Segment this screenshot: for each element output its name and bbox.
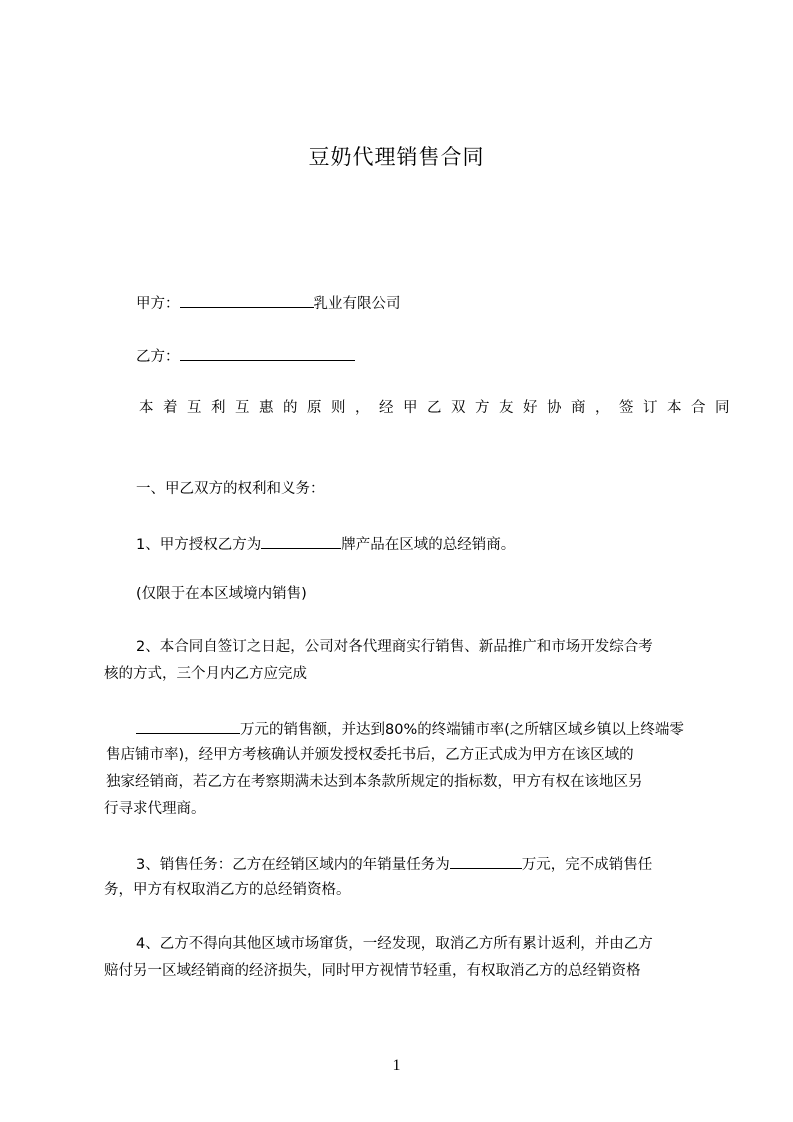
clause-2-cont-line-3: 独家经销商，若乙方在考察期满未达到本条款所规定的指标数，甲方有权在该地区另 <box>106 774 643 790</box>
clause-3-line-2: 务，甲方有权取消乙方的总经销资格。 <box>104 882 351 898</box>
clause-2-cont-line-1-text: 万元的销售额，并达到80%的终端铺市率(之所辖区域乡镇以上终端零 <box>240 722 684 738</box>
sales-amount-blank <box>136 718 240 734</box>
preamble: 本着互利互惠的原则，经甲乙双方友好协商，签订本合同 <box>139 400 739 416</box>
clause-1-blank <box>261 533 341 549</box>
clause-1-note: (仅限于在本区域境内销售) <box>136 586 307 602</box>
clause-1-suffix: 牌产品在区域的总经销商。 <box>341 537 516 553</box>
clause-4-line-1: 4、乙方不得向其他区域市场窜货，一经发现，取消乙方所有累计返利，并由乙方 <box>136 936 653 952</box>
party-b-line <box>136 345 355 367</box>
clause-2-cont-line-2: 售店铺市率)，经甲方考核确认并颁发授权委托书后，乙方正式成为甲方在该区域的 <box>106 747 634 763</box>
party-a-line <box>136 292 401 314</box>
clause-2-line-2: 核的方式，三个月内乙方应完成 <box>104 666 307 682</box>
party-a-label: 甲方： <box>136 296 180 312</box>
clause-2-line-1: 2、本合同自签订之日起，公司对各代理商实行销售、新品推广和市场开发综合考 <box>136 639 653 655</box>
party-b-blank <box>180 345 355 361</box>
clause-3-suffix: 万元，完不成销售任 <box>521 857 653 873</box>
clause-3-prefix: 3、销售任务：乙方在经销区域内的年销量任务为 <box>136 857 450 873</box>
clause-2-cont-line-1 <box>136 718 684 740</box>
clause-1-prefix: 1、甲方授权乙方为 <box>136 537 262 553</box>
party-b-label: 乙方： <box>136 349 180 365</box>
clause-2-cont-line-4: 行寻求代理商。 <box>104 801 206 817</box>
clause-3-line-1 <box>136 853 652 875</box>
clause-3-blank <box>450 853 522 869</box>
section-1-heading: 一、甲乙双方的权利和义务： <box>136 481 325 497</box>
document-title: 豆奶代理销售合同 <box>308 145 485 169</box>
page-number: 1 <box>392 1057 401 1074</box>
clause-4-line-2: 赔付另一区域经销商的经济损失，同时甲方视情节轻重，有权取消乙方的总经销资格 <box>104 963 641 979</box>
party-a-blank <box>180 292 314 308</box>
clause-1 <box>136 533 515 555</box>
party-a-suffix: 乳业有限公司 <box>313 296 401 312</box>
